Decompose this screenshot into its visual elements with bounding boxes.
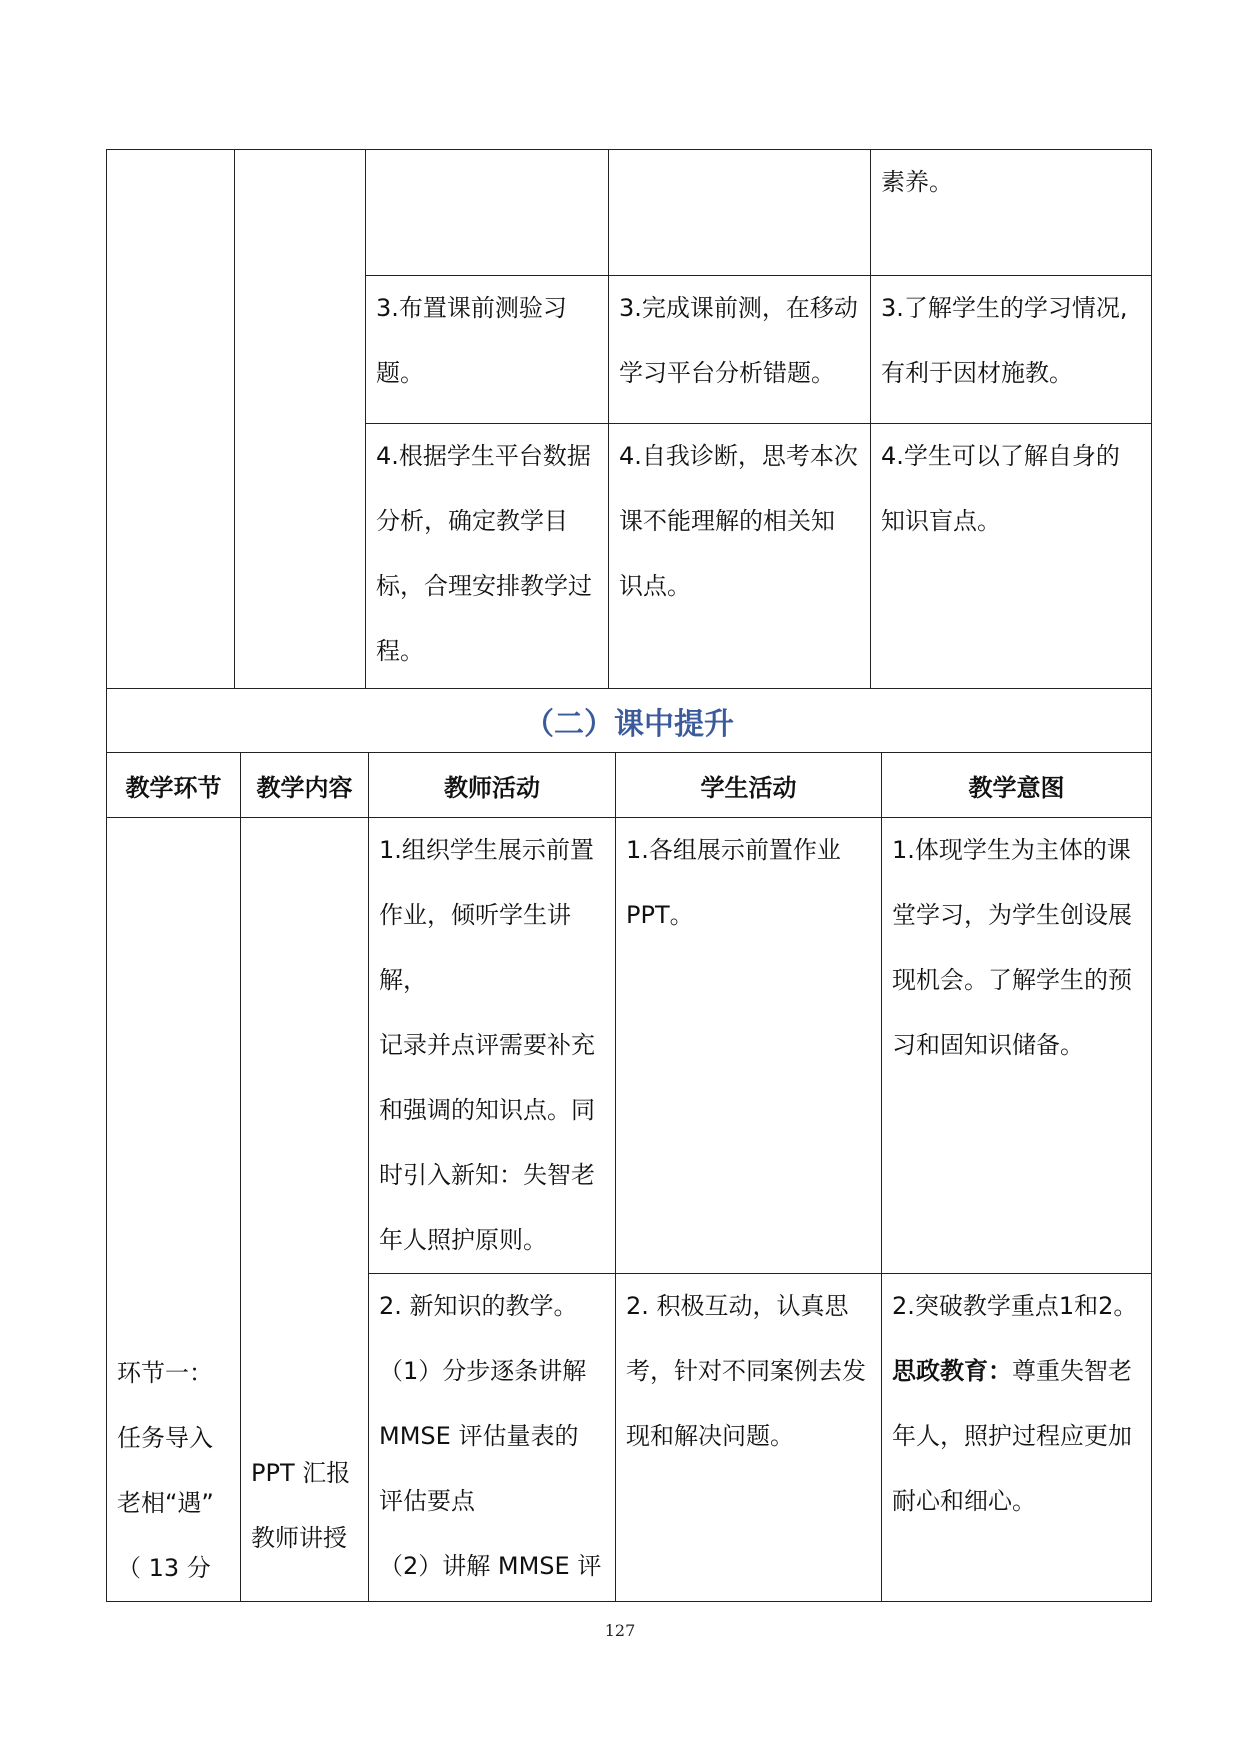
top-table-continuation bbox=[106, 149, 1152, 689]
teacher-cell bbox=[366, 424, 609, 689]
text-line: 4.根据学生平台数据 bbox=[376, 442, 591, 470]
intent-cell bbox=[871, 276, 1152, 424]
intent-cell bbox=[871, 424, 1152, 689]
text-line: 考，针对不同案例去发 bbox=[626, 1357, 866, 1385]
text-line: 教师讲授 bbox=[251, 1524, 347, 1552]
text-line: 课不能理解的相关知 bbox=[619, 507, 835, 535]
intent-line: 2.突破教学重点1和2。 bbox=[892, 1292, 1138, 1320]
text-line: 知识盲点。 bbox=[881, 507, 1001, 535]
header-teacher: 教师活动 bbox=[369, 753, 616, 818]
text-line: 耐心和细心。 bbox=[892, 1487, 1036, 1515]
stage-cell bbox=[107, 818, 241, 1602]
text-line: 3.了解学生的学习情况, bbox=[881, 294, 1128, 322]
text-line: 有利于因材施教。 bbox=[881, 359, 1073, 387]
content-cell-continued bbox=[235, 150, 366, 689]
text-line: 素养。 bbox=[881, 168, 953, 196]
text-line: （2）讲解 MMSE 评 bbox=[379, 1552, 602, 1580]
intent-cell bbox=[882, 1274, 1152, 1602]
intent-line bbox=[892, 1339, 1141, 1404]
text-line: 习和固知识储备。 bbox=[892, 1031, 1084, 1059]
header-stage: 教学环节 bbox=[107, 753, 241, 818]
text-line: 1.体现学生为主体的课 bbox=[892, 836, 1131, 864]
student-cell bbox=[616, 1274, 882, 1602]
content-cell bbox=[241, 818, 369, 1602]
text-line: （ 13 分 bbox=[117, 1554, 211, 1582]
text-line: PPT。 bbox=[626, 901, 694, 929]
section-title: （二）课中提升 bbox=[107, 689, 1152, 753]
page-number: 127 bbox=[604, 1621, 636, 1640]
intent-cell bbox=[871, 150, 1152, 276]
intent-cell bbox=[882, 818, 1152, 1274]
text-line: 题。 bbox=[376, 359, 424, 387]
text-line: 2. 新知识的教学。 bbox=[379, 1292, 578, 1320]
text-line: 任务导入 bbox=[117, 1424, 213, 1452]
text-line: 评估要点 bbox=[379, 1487, 475, 1515]
student-cell bbox=[609, 150, 871, 276]
text-line: 4.自我诊断，思考本次 bbox=[619, 442, 858, 470]
text-line: 3.布置课前测验习 bbox=[376, 294, 567, 322]
text-line: 堂学习，为学生创设展 bbox=[892, 901, 1132, 929]
header-intent: 教学意图 bbox=[882, 753, 1152, 818]
text-line: 4.学生可以了解自身的 bbox=[881, 442, 1120, 470]
lesson-plan-table bbox=[106, 688, 1152, 1602]
text-line: 老相“遇” bbox=[117, 1489, 214, 1517]
text-line: 作业，倾听学生讲解， bbox=[379, 901, 571, 994]
text-line: 标，合理安排教学过 bbox=[376, 572, 592, 600]
header-student: 学生活动 bbox=[616, 753, 882, 818]
text-line: 记录并点评需要补充 bbox=[379, 1031, 595, 1059]
ideology-label: 思政教育： bbox=[892, 1357, 1012, 1385]
text-line: 程。 bbox=[376, 637, 424, 665]
text-line: 现机会。了解学生的预 bbox=[892, 966, 1132, 994]
text-line: 年人照护原则。 bbox=[379, 1226, 547, 1254]
teacher-cell bbox=[366, 276, 609, 424]
intent-text: 尊重失智老 bbox=[1012, 1357, 1132, 1385]
text-line: 年人，照护过程应更加 bbox=[892, 1422, 1132, 1450]
teacher-cell bbox=[369, 1274, 616, 1602]
stage-cell-continued bbox=[107, 150, 235, 689]
text-line: 2. 积极互动，认真思 bbox=[626, 1292, 849, 1320]
header-content: 教学内容 bbox=[241, 753, 369, 818]
student-cell bbox=[616, 818, 882, 1274]
text-line: PPT 汇报 bbox=[251, 1459, 351, 1487]
text-line: （1）分步逐条讲解 bbox=[379, 1357, 587, 1385]
text-line: 分析，确定教学目 bbox=[376, 507, 568, 535]
text-line: 3.完成课前测，在移动 bbox=[619, 294, 858, 322]
text-line: 学习平台分析错题。 bbox=[619, 359, 835, 387]
text-line: 现和解决问题。 bbox=[626, 1422, 794, 1450]
text-line: 识点。 bbox=[619, 572, 691, 600]
text-line: 环节一： bbox=[117, 1359, 213, 1387]
text-line: 1.组织学生展示前置 bbox=[379, 836, 594, 864]
text-line: 和强调的知识点。同 bbox=[379, 1096, 595, 1124]
student-cell bbox=[609, 276, 871, 424]
teacher-cell bbox=[369, 818, 616, 1274]
student-cell bbox=[609, 424, 871, 689]
text-line: MMSE 评估量表的 bbox=[379, 1422, 579, 1450]
teacher-cell bbox=[366, 150, 609, 276]
text-line: 1.各组展示前置作业 bbox=[626, 836, 841, 864]
text-line: 时引入新知：失智老 bbox=[379, 1161, 595, 1189]
